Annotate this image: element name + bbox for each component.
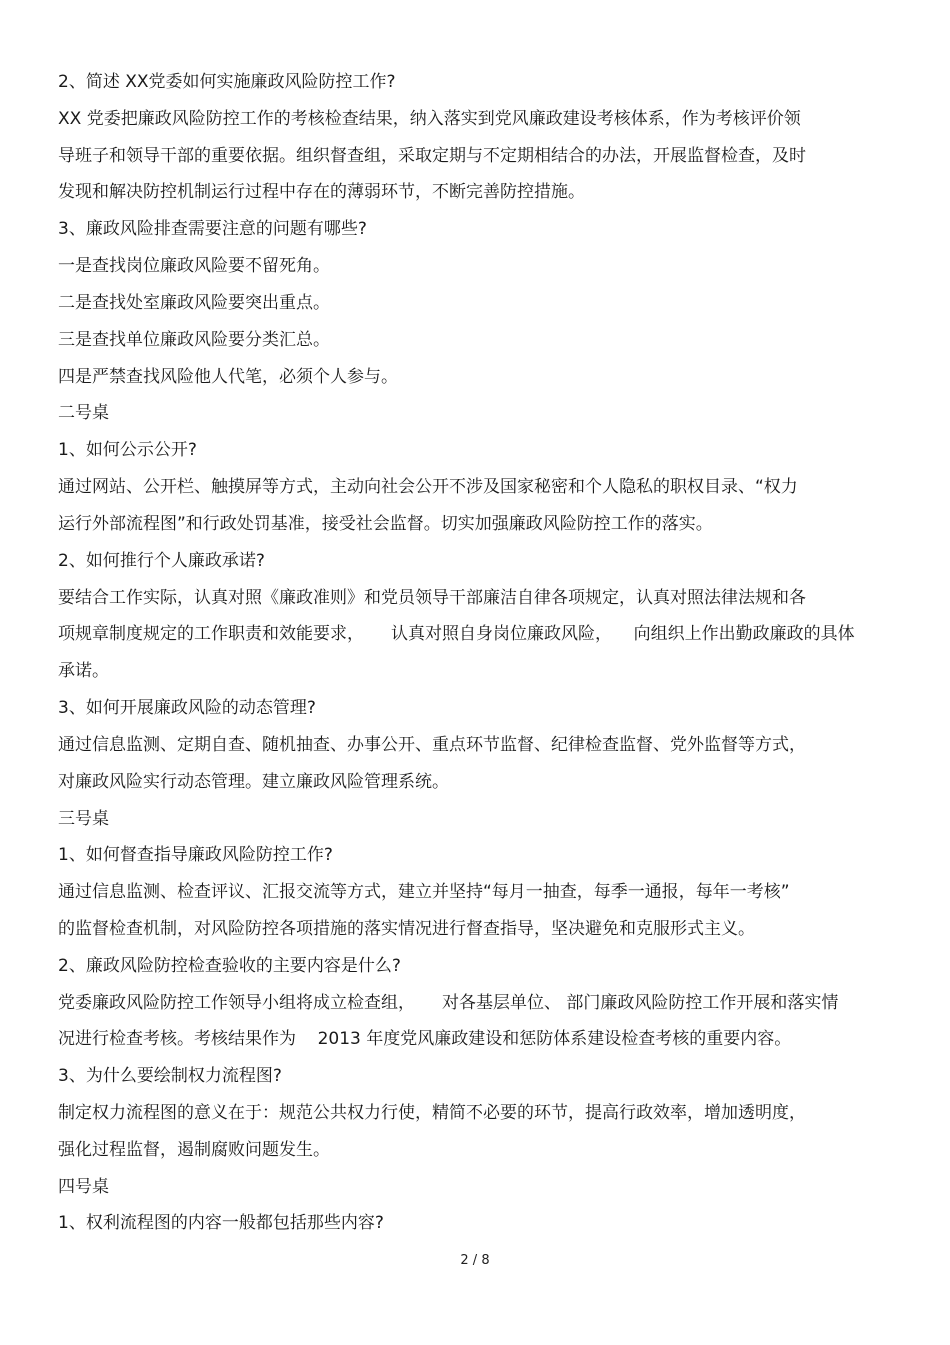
question-heading: 2、简述 XX党委如何实施廉政风险防控工作? — [58, 72, 396, 92]
answer-text-line: 制定权力流程图的意义在于：规范公共权力行使，精简不必要的环节，提高行政效率，增加透明度， — [58, 1103, 806, 1123]
answer-text-line: 发现和解决防控机制运行过程中存在的薄弱环节，不断完善防控措施。 — [58, 182, 585, 202]
answer-text-line: 通过网站、公开栏、触摸屏等方式，主动向社会公开不涉及国家秘密和个人隐私的职权目录、“权力 — [58, 477, 798, 497]
question-heading: 2、如何推行个人廉政承诺? — [58, 551, 265, 571]
question-heading: 1、权利流程图的内容一般都包括那些内容? — [58, 1213, 384, 1233]
question-heading: 1、如何督查指导廉政风险防控工作? — [58, 845, 333, 865]
answer-text-line: 况进行检查考核。考核结果作为 2013 年度党风廉政建设和惩防体系建设检查考核的重要内容。 — [58, 1029, 792, 1049]
answer-text-line: 一是查找岗位廉政风险要不留死角。 — [58, 256, 330, 276]
answer-text-line: 的监督检查机制，对风险防控各项措施的落实情况进行督查指导，坚决避免和克服形式主义。 — [58, 919, 755, 939]
table-group-heading: 二号桌 — [58, 403, 109, 423]
answer-text-line: 党委廉政风险防控工作领导小组将成立检查组， 对各基层单位、 部门廉政风险防控工作开展和落实情 — [58, 993, 839, 1013]
question-heading: 3、为什么要绘制权力流程图? — [58, 1066, 282, 1086]
question-heading: 1、如何公示公开? — [58, 440, 197, 460]
question-heading: 3、廉政风险排查需要注意的问题有哪些? — [58, 219, 367, 239]
answer-text-line: 运行外部流程图”和行政处罚基准，接受社会监督。切实加强廉政风险防控工作的落实。 — [58, 514, 713, 534]
answer-text-line: 对廉政风险实行动态管理。建立廉政风险管理系统。 — [58, 772, 449, 792]
question-heading: 2、廉政风险防控检查验收的主要内容是什么? — [58, 956, 401, 976]
question-heading: 3、如何开展廉政风险的动态管理? — [58, 698, 316, 718]
page-number: 2 / 8 — [460, 1253, 490, 1268]
answer-text-line: 三是查找单位廉政风险要分类汇总。 — [58, 330, 330, 350]
answer-text-line: 强化过程监督，遏制腐败问题发生。 — [58, 1140, 330, 1160]
table-group-heading: 三号桌 — [58, 809, 109, 829]
answer-text-line: 承诺。 — [58, 661, 109, 681]
answer-text-line: 导班子和领导干部的重要依据。组织督查组，采取定期与不定期相结合的办法，开展监督检查，及时 — [58, 146, 806, 166]
answer-text-line: 四是严禁查找风险他人代笔，必须个人参与。 — [58, 367, 398, 387]
answer-text-line: 要结合工作实际，认真对照《廉政准则》和党员领导干部廉洁自律各项规定，认真对照法律法规和各 — [58, 588, 806, 608]
answer-text-line: 二是查找处室廉政风险要突出重点。 — [58, 293, 330, 313]
table-group-heading: 四号桌 — [58, 1177, 109, 1197]
answer-text-line: 项规章制度规定的工作职责和效能要求， 认真对照自身岗位廉政风险， 向组织上作出勤政廉政的具体 — [58, 624, 855, 644]
answer-text-line: 通过信息监测、定期自查、随机抽查、办事公开、重点环节监督、纪律检查监督、党外监督等方式， — [58, 735, 806, 755]
answer-text-line: 通过信息监测、检查评议、汇报交流等方式，建立并坚持“每月一抽查，每季一通报，每年一考核” — [58, 882, 790, 902]
answer-text-line: XX 党委把廉政风险防控工作的考核检查结果，纳入落实到党风廉政建设考核体系，作为考核评价领 — [58, 109, 801, 129]
